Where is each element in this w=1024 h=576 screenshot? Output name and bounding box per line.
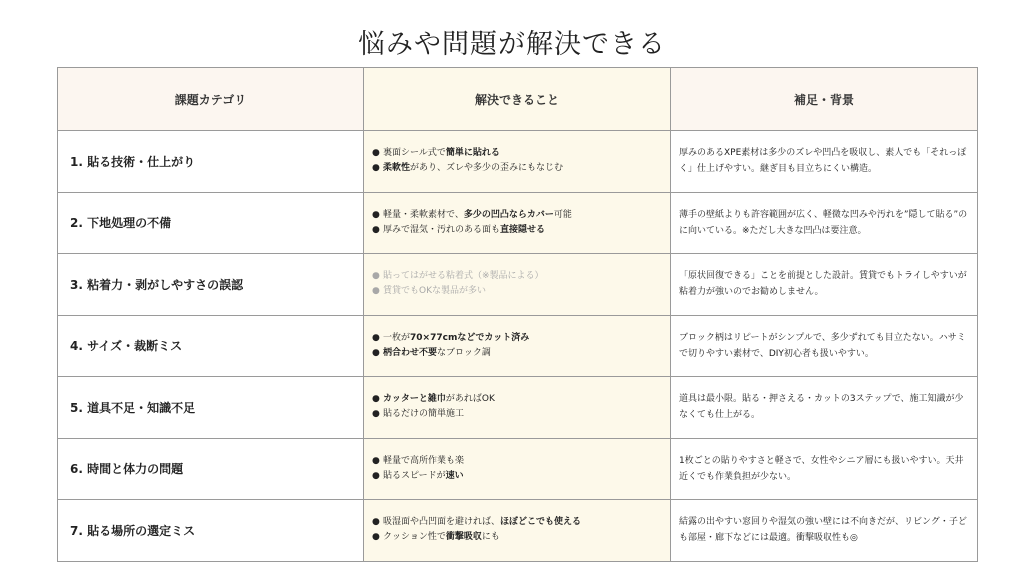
solution-text: 賃貸でもOKな製品が多い — [383, 286, 486, 297]
category-cell: 7. 貼る場所の選定ミス — [58, 500, 364, 562]
solution-text: があればOK — [445, 394, 495, 405]
solution-emphasis: 70×77cmなどでカット済み — [410, 332, 530, 343]
solution-cell — [364, 131, 671, 193]
note-cell: 薄手の壁紙よりも許容範囲が広く、軽微な凹みや汚れを”隠して貼る”のに向いている。※ただし大きな凹凸は要注意。 — [671, 192, 978, 254]
solution-text: 軽量・柔軟素材で、 — [383, 209, 464, 220]
solution-line — [372, 346, 662, 361]
solution-text: にも — [481, 532, 500, 543]
solution-line — [372, 515, 662, 530]
solution-text: 貼るスピードが — [383, 470, 446, 481]
solution-text: クッション性で — [383, 532, 446, 543]
solution-line — [372, 269, 662, 284]
solution-line — [372, 223, 662, 238]
solution-emphasis: 柔軟性 — [383, 163, 411, 174]
table-row — [58, 500, 978, 562]
bullet-icon: ● — [372, 455, 380, 466]
solution-emphasis: 直接隠せる — [500, 224, 546, 235]
solution-cell — [364, 438, 671, 500]
bullet-icon: ● — [372, 332, 380, 343]
note-cell: 1枚ごとの貼りやすさと軽さで、女性やシニア層にも扱いやすい。天井近くでも作業負担が少ない。 — [671, 438, 978, 500]
solution-line — [372, 284, 662, 299]
solution-cell — [364, 377, 671, 439]
solution-text: 貼るだけの簡単施工 — [383, 409, 465, 420]
solution-text: 軽量で高所作業も楽 — [383, 455, 465, 466]
bullet-icon: ● — [372, 163, 380, 174]
bullet-icon: ● — [372, 394, 380, 405]
category-cell: 2. 下地処理の不備 — [58, 192, 364, 254]
page-title: 悩みや問題が解決できる — [358, 29, 666, 60]
table-row — [58, 131, 978, 193]
category-cell: 5. 道具不足・知識不足 — [58, 377, 364, 439]
solution-line — [372, 407, 662, 422]
solution-cell — [364, 192, 671, 254]
solution-text: 一枚が — [383, 332, 411, 343]
solution-emphasis: 速い — [445, 470, 464, 481]
category-cell: 4. サイズ・裁断ミス — [58, 315, 364, 377]
solution-line — [372, 392, 662, 407]
table-row — [58, 254, 978, 316]
table-row — [58, 315, 978, 377]
solution-line — [372, 161, 662, 176]
solution-emphasis: 柄合わせ不要 — [383, 347, 438, 358]
solution-cell — [364, 315, 671, 377]
bullet-icon: ● — [372, 286, 380, 297]
solution-line — [372, 146, 662, 161]
note-cell: 「原状回復できる」ことを前提とした設計。賃貸でもトライしやすいが粘着力が強いのでお勧めしません。 — [671, 254, 978, 316]
solution-line — [372, 530, 662, 545]
solution-line — [372, 208, 662, 223]
table-row — [58, 438, 978, 500]
header-note: 補足・背景 — [671, 68, 978, 131]
solution-line — [372, 454, 662, 469]
solution-line — [372, 469, 662, 484]
solution-text: 厚みで湿気・汚れのある面も — [383, 224, 501, 235]
header-category: 課題カテゴリ — [58, 68, 364, 131]
table-row — [58, 377, 978, 439]
category-cell: 3. 粘着力・剥がしやすさの誤認 — [58, 254, 364, 316]
problem-solution-table — [57, 67, 978, 562]
solution-emphasis: 簡単に貼れる — [445, 148, 500, 159]
bullet-icon: ● — [372, 148, 380, 159]
note-cell: 結露の出やすい窓回りや湿気の強い壁には不向きだが、リビング・子ども部屋・廊下などには最適。衝撃吸収性も◎ — [671, 500, 978, 562]
solution-text: 貼ってはがせる粘着式（※製品による） — [383, 271, 544, 282]
solution-text: 吸湿面や凸凹面を避ければ、 — [383, 517, 501, 528]
table-row — [58, 192, 978, 254]
bullet-icon: ● — [372, 517, 380, 528]
solution-text: があり、ズレや多少の歪みにもなじむ — [410, 163, 564, 174]
solution-emphasis: カッターと雑巾 — [383, 394, 446, 405]
solution-emphasis: ほぼどこでも使える — [500, 517, 582, 528]
bullet-icon: ● — [372, 224, 380, 235]
header-solution: 解決できること — [364, 68, 671, 131]
bullet-icon: ● — [372, 532, 380, 543]
bullet-icon: ● — [372, 470, 380, 481]
note-cell: 道具は最小限。貼る・押さえる・カットの3ステップで、施工知識が少なくても仕上がる。 — [671, 377, 978, 439]
bullet-icon: ● — [372, 271, 380, 282]
solution-text: 裏面シール式で — [383, 148, 446, 159]
category-cell: 6. 時間と体力の問題 — [58, 438, 364, 500]
bullet-icon: ● — [372, 209, 380, 220]
solution-cell — [364, 500, 671, 562]
note-cell: ブロック柄はリピートがシンプルで、多少ずれても目立たない。ハサミで切りやすい素材で、DIY初心者も扱いやすい。 — [671, 315, 978, 377]
table-header-row — [58, 68, 978, 131]
solution-emphasis: 多少の凹凸ならカバー — [463, 209, 554, 220]
solution-text: 可能 — [553, 209, 572, 220]
solution-emphasis: 衝撃吸収 — [445, 532, 482, 543]
bullet-icon: ● — [372, 347, 380, 358]
bullet-icon: ● — [372, 409, 380, 420]
category-cell: 1. 貼る技術・仕上がり — [58, 131, 364, 193]
solution-cell — [364, 254, 671, 316]
solution-line — [372, 331, 662, 346]
note-cell: 厚みのあるXPE素材は多少のズレや凹凸を吸収し、素人でも「それっぽく」仕上げやすい。継ぎ目も目立ちにくい構造。 — [671, 131, 978, 193]
solution-text: なブロック調 — [437, 347, 491, 358]
